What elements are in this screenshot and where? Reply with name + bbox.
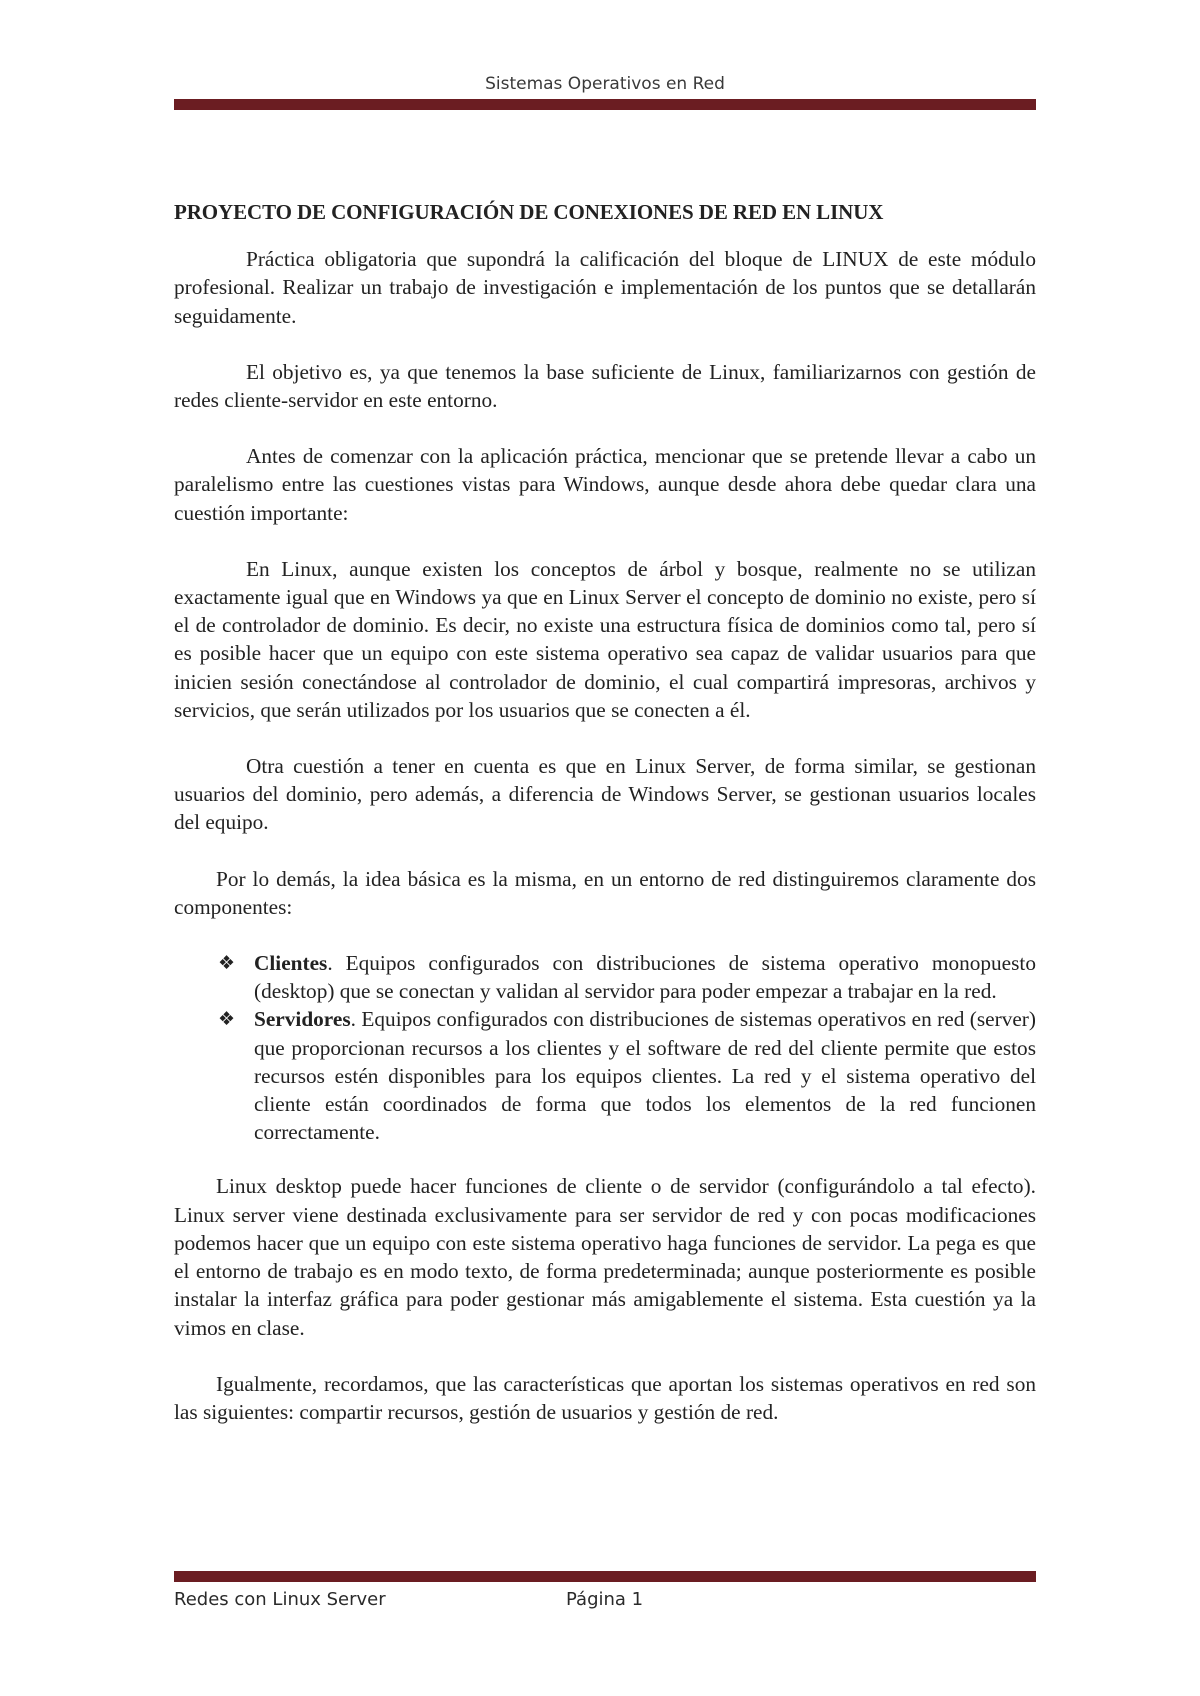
diamond-bullet-icon: ❖ xyxy=(218,952,236,975)
paragraph-4: En Linux, aunque existen los conceptos de árbol y bosque, realmente no se utilizan exactamente igual que en Windows ya que en Linux Server el concepto de dominio no existe, pero sí el de controlador de dominio. Es decir, no existe una estructura física de dominios como tal, pero sí es posible hacer que un equipo con este sistema operativo sea capaz de validar usuarios para que inicien sesión conectándose al controlador de dominio, el cual compartirá impresoras, archivos y servicios, que serán utilizados por los usuarios que se conecten a él. xyxy=(174,556,1036,722)
paragraph-2: El objetivo es, ya que tenemos la base suficiente de Linux, familiarizarnos con gestión de redes cliente-servidor en este entorno. xyxy=(174,359,1036,413)
document-body xyxy=(174,198,1036,1454)
paragraph-8: Igualmente, recordamos, que las características que aportan los sistemas operativos en red son las siguientes: compartir recursos, gestión de usuarios y gestión de red. xyxy=(174,1371,1036,1424)
footer-rule xyxy=(174,1571,1036,1582)
list-item-term: Servidores xyxy=(254,1007,351,1032)
header-rule xyxy=(174,99,1036,110)
paragraph-6: Por lo demás, la idea básica es la misma, en un entorno de red distinguiremos claramente dos componentes: xyxy=(174,866,1036,919)
components-list xyxy=(174,949,1036,1146)
page-number: Página 1 xyxy=(566,1589,644,1610)
paragraph-3: Antes de comenzar con la aplicación práctica, mencionar que se pretende llevar a cabo un paralelismo entre las cuestiones vistas para Windows, aunque desde ahora debe quedar clara una cuestión importante: xyxy=(174,444,1036,525)
running-header: Sistemas Operativos en Red xyxy=(485,74,725,94)
list-item-text: . Equipos configurados con distribuciones de sistema operativo monopuesto (desktop) que se conectan y validan al servidor para poder empezar a trabajar en la red. xyxy=(254,951,1036,1004)
list-item-text: . Equipos configurados con distribuciones de sistemas operativos en red (server) que proporcionan recursos a los clientes y el software de red del cliente permite que estos recursos estén disponibles para los equipos clientes. La red y el sistema operativo del cliente están coordinados de forma que todos los elementos de la red funcionen correctamente. xyxy=(254,1007,1036,1145)
document-title: PROYECTO DE CONFIGURACIÓN DE CONEXIONES DE RED EN LINUX xyxy=(174,200,884,224)
paragraph-1: Práctica obligatoria que supondrá la calificación del bloque de LINUX de este módulo profesional. Realizar un trabajo de investigación e implementación de los puntos que se detallarán seguidamente. xyxy=(174,247,1036,328)
diamond-bullet-icon: ❖ xyxy=(218,1008,236,1031)
list-item-term: Clientes xyxy=(254,951,328,976)
list-item-servidores xyxy=(218,1005,1036,1146)
footer-title: Redes con Linux Server xyxy=(174,1589,386,1610)
paragraph-5: Otra cuestión a tener en cuenta es que en Linux Server, de forma similar, se gestionan usuarios del dominio, pero además, a diferencia de Windows Server, se gestionan usuarios locales del equipo. xyxy=(174,754,1036,835)
list-item-clientes xyxy=(218,949,1036,1005)
paragraph-7: Linux desktop puede hacer funciones de cliente o de servidor (configurándolo a tal efecto). Linux server viene destinada exclusivamente para ser servidor de red y con pocas modificaciones podemos hacer que un equipo con este sistema operativo haga funciones de servidor. La pega es que el entorno de trabajo es en modo texto, de forma predeterminada; aunque posteriormente es posible instalar la interfaz gráfica para poder gestionar más amigablemente el sistema. Esta cuestión ya la vimos en clase. xyxy=(174,1174,1036,1340)
